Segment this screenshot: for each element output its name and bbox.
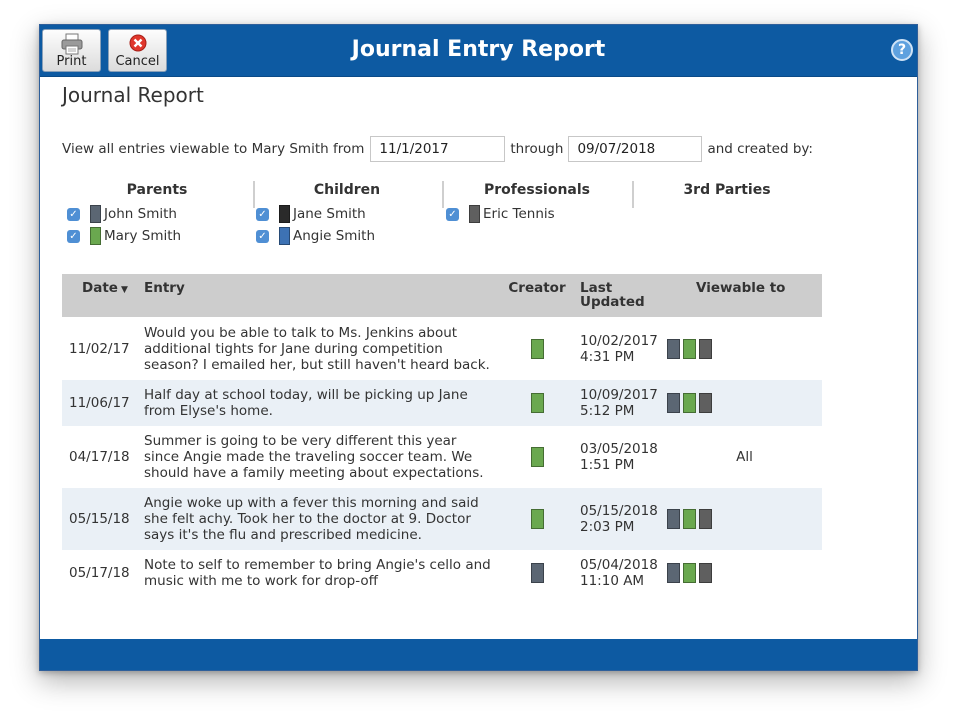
creator-cell xyxy=(494,317,580,380)
last-updated-cell xyxy=(580,488,667,550)
member-color-chip xyxy=(279,205,290,223)
updated-date: 05/15/2018 xyxy=(580,503,658,519)
group-heading: Professionals xyxy=(484,182,590,198)
filter-prefix: View all entries viewable to Mary Smith from xyxy=(62,141,365,157)
table-row[interactable] xyxy=(62,380,822,426)
member-jane-smith[interactable] xyxy=(256,203,442,225)
date-header-label: Date xyxy=(82,280,118,296)
viewer-chip xyxy=(667,393,680,413)
page-title: Journal Report xyxy=(62,83,204,107)
viewer-chip xyxy=(683,393,696,413)
table-header-row xyxy=(62,274,822,317)
updated-time: 1:51 PM xyxy=(580,457,635,473)
creator-groups xyxy=(62,179,822,259)
entry-date: 11/02/17 xyxy=(69,340,130,357)
entry-text: Angie woke up with a fever this morning and said she felt achy. Took her to the doctor at 9. Doctor says it's the flu and prescribed medicine. xyxy=(144,495,479,543)
updated-time: 4:31 PM xyxy=(580,348,635,365)
entry-column-header[interactable]: Entry xyxy=(144,280,185,296)
checkbox-checked-icon[interactable]: ✓ xyxy=(446,208,459,221)
creator-cell xyxy=(494,488,580,550)
last-updated-cell xyxy=(580,426,667,488)
updated-date: 03/05/2018 xyxy=(580,441,658,457)
viewable-cell xyxy=(667,317,822,380)
creator-color-chip xyxy=(531,393,544,413)
title-bar xyxy=(40,25,917,77)
member-name: Angie Smith xyxy=(293,228,376,244)
checkbox-checked-icon[interactable]: ✓ xyxy=(67,230,80,243)
viewable-cell xyxy=(667,488,822,550)
checkbox-checked-icon[interactable]: ✓ xyxy=(256,230,269,243)
from-date-input[interactable] xyxy=(370,136,505,162)
member-color-chip xyxy=(90,205,101,223)
creator-cell xyxy=(494,426,580,488)
through-label: through xyxy=(510,141,564,157)
updated-date: 05/04/2018 xyxy=(580,557,658,573)
entry-text: Summer is going to be very different this year since Angie made the traveling soccer team. We should have a family meeting about expectations. xyxy=(144,433,484,481)
member-john-smith[interactable] xyxy=(67,203,252,225)
updated-time: 5:12 PM xyxy=(580,403,635,419)
member-name: Eric Tennis xyxy=(483,206,555,222)
viewable-all-text: All xyxy=(736,449,753,465)
group-heading: Parents xyxy=(126,182,188,198)
group-professionals xyxy=(442,179,632,225)
last-updated-cell xyxy=(580,550,667,596)
updated-date: 10/09/2017 xyxy=(580,387,658,403)
member-mary-smith[interactable] xyxy=(67,225,252,247)
print-label: Print xyxy=(56,54,87,69)
filter-suffix: and created by: xyxy=(707,141,813,157)
table-row[interactable] xyxy=(62,426,822,488)
entry-text: Note to self to remember to bring Angie's cello and music with me to work for drop-off xyxy=(144,557,491,589)
viewable-cell xyxy=(667,380,822,426)
viewable-cell xyxy=(667,550,822,596)
printer-icon xyxy=(43,33,100,55)
creator-column-header[interactable]: Creator xyxy=(508,280,566,296)
checkbox-checked-icon[interactable]: ✓ xyxy=(67,208,80,221)
creator-color-chip xyxy=(531,563,544,583)
updated-date: 10/02/2017 xyxy=(580,332,658,349)
viewer-chip xyxy=(699,339,712,359)
group-3rd-parties xyxy=(632,179,822,203)
entry-text: Half day at school today, will be picking up Jane from Elyse's home. xyxy=(144,387,468,419)
updated-time: 2:03 PM xyxy=(580,519,635,535)
last-updated-header-label: Last Updated xyxy=(580,280,645,310)
member-eric-tennis[interactable] xyxy=(446,203,632,225)
entry-date: 11/06/17 xyxy=(69,395,130,411)
cancel-button[interactable] xyxy=(108,29,167,72)
footer-bar xyxy=(40,639,917,670)
print-button[interactable] xyxy=(42,29,101,72)
creator-color-chip xyxy=(531,339,544,359)
member-color-chip xyxy=(279,227,290,245)
creator-color-chip xyxy=(531,447,544,467)
last-updated-cell xyxy=(580,380,667,426)
viewer-chip xyxy=(683,339,696,359)
group-children xyxy=(252,179,442,247)
member-color-chip xyxy=(90,227,101,245)
table-row[interactable] xyxy=(62,488,822,550)
date-filter xyxy=(62,136,813,162)
entry-date: 05/17/18 xyxy=(69,565,130,581)
table-row[interactable] xyxy=(62,317,822,380)
viewable-column-header[interactable]: Viewable to xyxy=(696,280,786,296)
entry-text: Would you be able to talk to Ms. Jenkins about additional tights for Jane during competition season? I emailed her, but still haven't heard back. xyxy=(144,324,490,373)
checkbox-checked-icon[interactable]: ✓ xyxy=(256,208,269,221)
last-updated-cell xyxy=(580,317,667,380)
group-parents xyxy=(62,179,252,247)
help-icon[interactable]: ? xyxy=(891,39,913,61)
creator-cell xyxy=(494,380,580,426)
to-date-input[interactable] xyxy=(568,136,702,162)
viewer-chip xyxy=(667,563,680,583)
group-heading: Children xyxy=(313,182,381,198)
member-name: Mary Smith xyxy=(104,228,182,244)
creator-color-chip xyxy=(531,509,544,529)
report-window xyxy=(39,24,918,671)
viewer-chip xyxy=(699,563,712,583)
creator-cell xyxy=(494,550,580,596)
viewer-chip xyxy=(699,509,712,529)
cancel-icon xyxy=(109,33,166,55)
member-color-chip xyxy=(469,205,480,223)
date-column-header[interactable] xyxy=(62,274,144,317)
member-name: Jane Smith xyxy=(293,206,366,222)
group-heading: 3rd Parties xyxy=(683,182,771,198)
viewer-chip xyxy=(683,509,696,529)
viewer-chip xyxy=(683,563,696,583)
viewer-chip xyxy=(667,509,680,529)
cancel-label: Cancel xyxy=(115,54,160,69)
journal-table xyxy=(62,274,822,596)
entry-date: 05/15/18 xyxy=(69,511,130,527)
updated-time: 11:10 AM xyxy=(580,573,645,589)
member-name: John Smith xyxy=(104,206,177,222)
table-row[interactable] xyxy=(62,550,822,596)
entry-date: 04/17/18 xyxy=(69,449,130,465)
viewer-chip xyxy=(667,339,680,359)
window-title: Journal Entry Report xyxy=(351,37,606,62)
sort-down-icon: ▼ xyxy=(120,285,128,295)
viewer-chip xyxy=(699,393,712,413)
member-angie-smith[interactable] xyxy=(256,225,442,247)
last-updated-column-header[interactable] xyxy=(580,274,667,317)
